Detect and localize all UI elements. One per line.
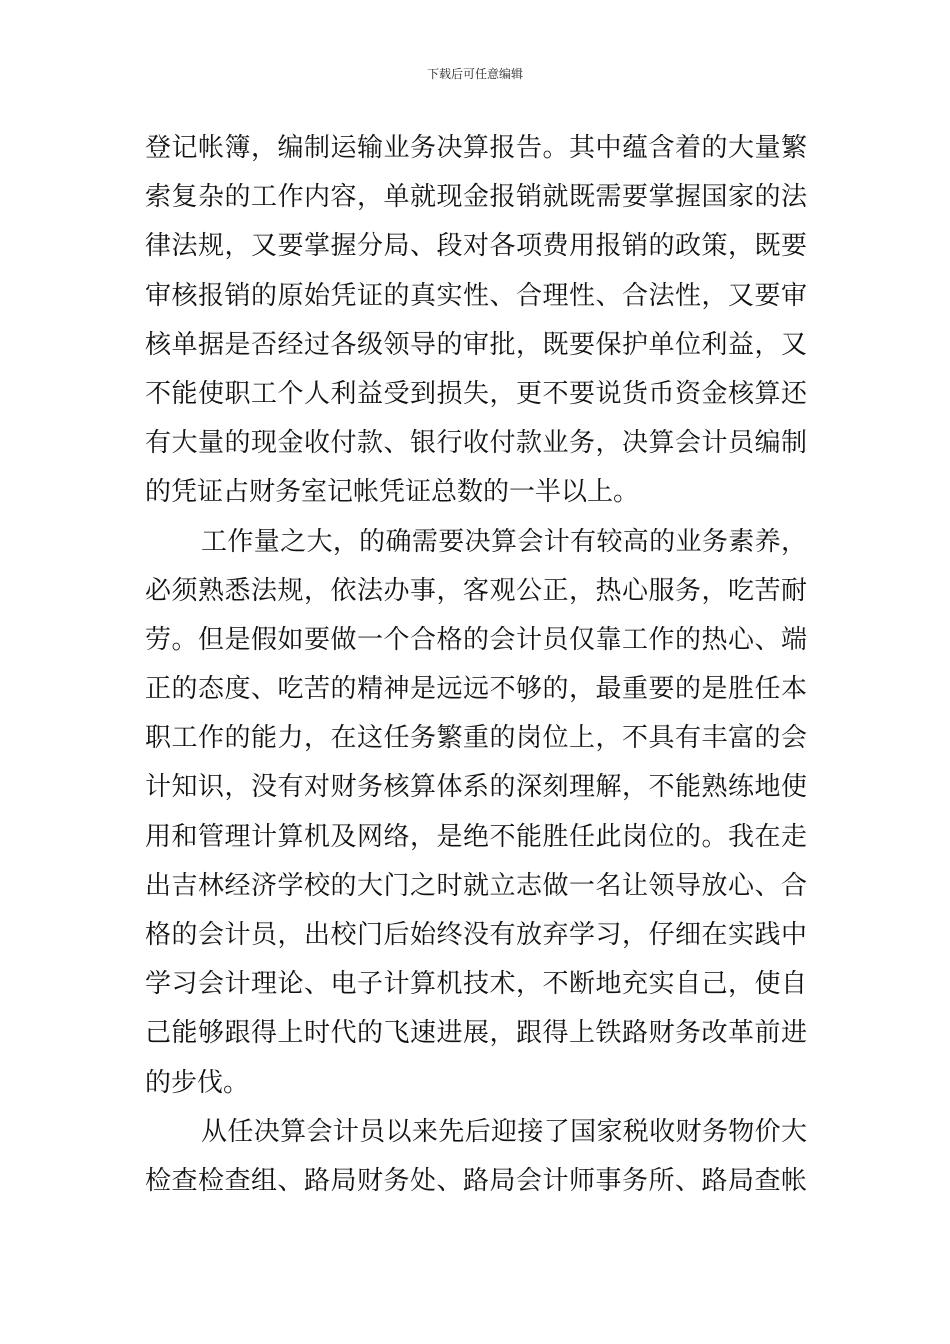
text-line: 律法规，又要掌握分局、段对各项费用报销的政策，既要 [145, 231, 807, 262]
paragraph-first-line: 工作量之大，的确需要决算会计有较高的业务素养， [201, 526, 807, 557]
text-line: 索复杂的工作内容，单就现金报销就既需要掌握国家的法 [145, 182, 807, 213]
text-line: 用和管理计算机及网络，是绝不能胜任此岗位的。我在走 [145, 821, 807, 852]
text-line: 职工作的能力，在这任务繁重的岗位上，不具有丰富的会 [145, 723, 807, 754]
text-line: 不能使职工个人利益受到损失，更不要说货币资金核算还 [145, 378, 807, 409]
text-line: 登记帐簿，编制运输业务决算报告。其中蕴含着的大量繁 [145, 133, 807, 163]
text-line: 核单据是否经过各级领导的审批，既要保护单位利益，又 [145, 329, 807, 360]
paragraph-first-line: 从任决算会计员以来先后迎接了国家税收财务物价大 [201, 1116, 807, 1147]
text-line: 学习会计理论、电子计算机技术，不断地充实自己，使自 [145, 969, 807, 1000]
text-line: 己能够跟得上时代的飞速进展，跟得上铁路财务改革前进 [145, 1018, 807, 1049]
text-line: 出吉林经济学校的大门之时就立志做一名让领导放心、合 [145, 870, 807, 901]
text-line: 必须熟悉法规，依法办事，客观公正，热心服务，吃苦耐 [145, 575, 807, 606]
text-line: 格的会计员，出校门后始终没有放弃学习，仔细在实践中 [145, 920, 807, 950]
text-line: 正的态度、吃苦的精神是远远不够的，最重要的是胜任本 [145, 674, 807, 705]
text-line: 检查检查组、路局财务处、路局会计师事务所、路局查帐 [145, 1165, 807, 1196]
page-header: 下载后可任意编辑 [426, 67, 523, 81]
text-line: 计知识，没有对财务核算体系的深刻理解，不能熟练地使 [145, 772, 807, 803]
text-line: 的凭证占财务室记帐凭证总数的一半以上。 [145, 477, 640, 508]
text-line: 审核报销的原始凭证的真实性、合理性、合法性，又要审 [145, 280, 807, 311]
text-line: 的步伐。 [145, 1067, 250, 1098]
document-body [145, 124, 807, 1206]
text-line: 有大量的现金收付款、银行收付款业务，决算会计员编制 [145, 428, 807, 459]
text-line: 劳。但是假如要做一个合格的会计员仅靠工作的热心、端 [145, 624, 807, 655]
